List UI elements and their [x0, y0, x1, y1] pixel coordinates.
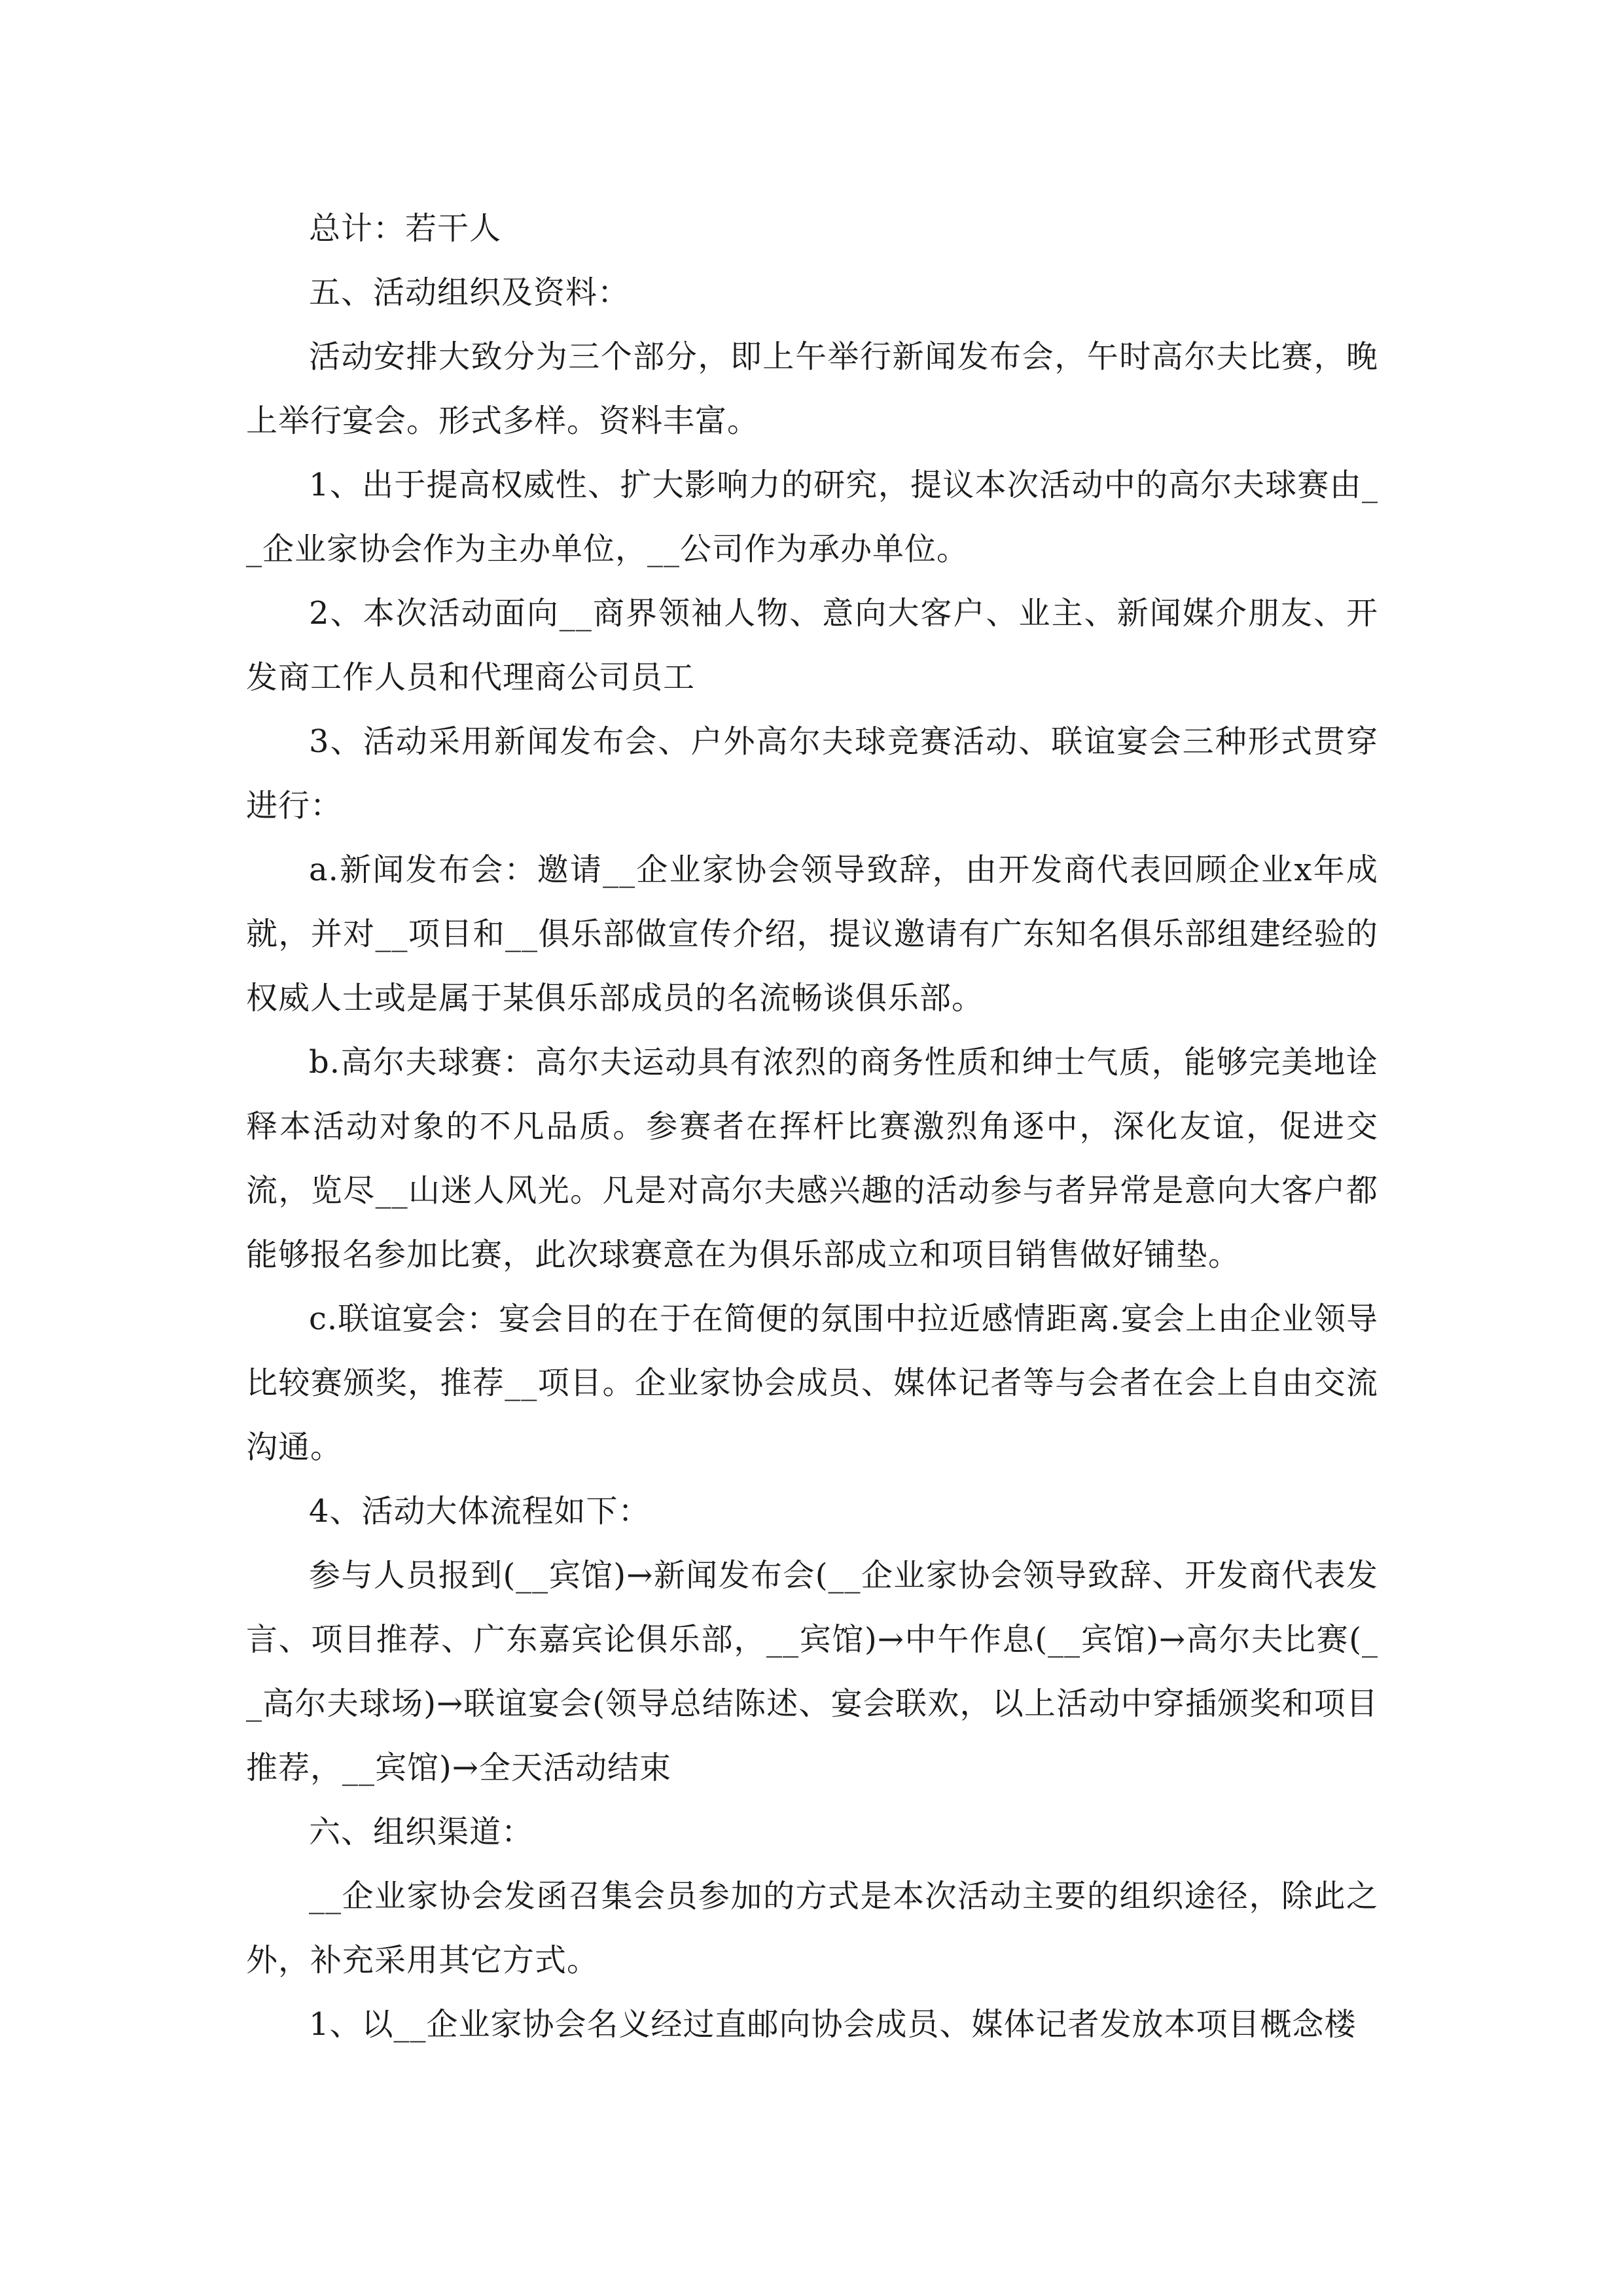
- paragraph-item-1: 1、出于提高权威性、扩大影响力的研究，提议本次活动中的高尔夫球赛由__企业家协会作为主办单位，__公司作为承办单位。: [246, 467, 1378, 567]
- section-heading-6: 六、组织渠道：: [309, 1814, 534, 1850]
- paragraph-arrangement: 活动安排大致分为三个部分，即上午举行新闻发布会，午时高尔夫比赛，晚上举行宴会。形式多样。资料丰富。: [246, 338, 1378, 439]
- paragraph-item-a: a.新闻发布会：邀请__企业家协会领导致辞，由开发商代表回顾企业x年成就，并对__项目和__俱乐部做宣传介绍，提议邀请有广东知名俱乐部组建经验的权威人士或是属于某俱乐部成员的名流畅谈俱乐部。: [246, 852, 1378, 1016]
- section-heading-5: 五、活动组织及资料：: [309, 274, 630, 311]
- paragraph-channels: __企业家协会发函召集会员参加的方式是本次活动主要的组织途径，除此之外，补充采用其它方式。: [246, 1878, 1378, 1979]
- paragraph-item-3: 3、活动采用新闻发布会、户外高尔夫球竞赛活动、联谊宴会三种形式贯穿进行：: [246, 723, 1378, 824]
- paragraph-item-2: 2、本次活动面向__商界领袖人物、意向大客户、业主、新闻媒介朋友、开发商工作人员和代理商公司员工: [246, 595, 1378, 696]
- paragraph-item-b: b.高尔夫球赛：高尔夫运动具有浓烈的商务性质和绅士气质，能够完美地诠释本活动对象的不凡品质。参赛者在挥杆比赛激烈角逐中，深化友谊，促进交流，览尽__山迷人风光。凡是对高尔夫感兴趣的活动参与者异常是意向大客户都能够报名参加比赛，此次球赛意在为俱乐部成立和项目销售做好铺垫。: [246, 1044, 1378, 1273]
- paragraph-total: 总计：若干人: [309, 210, 502, 247]
- paragraph-item-c: c.联谊宴会：宴会目的在于在简便的氛围中拉近感情距离.宴会上由企业领导比较赛颁奖，推荐__项目。企业家协会成员、媒体记者等与会者在会上自由交流沟通。: [246, 1300, 1378, 1465]
- paragraph-item-4: 4、活动大体流程如下：: [309, 1493, 651, 1530]
- document-body: [246, 196, 1378, 2056]
- paragraph-flow: 参与人员报到(__宾馆)→新闻发布会(__企业家协会领导致辞、开发商代表发言、项目推荐、广东嘉宾论俱乐部，__宾馆)→中午作息(__宾馆)→高尔夫比赛(__高尔夫球场)→联谊宴会(领导总结陈述、宴会联欢，以上活动中穿插颁奖和项目推荐，__宾馆)→全天活动结束: [246, 1557, 1378, 1786]
- paragraph-channel-1: 1、以__企业家协会名义经过直邮向协会成员、媒体记者发放本项目概念楼: [309, 2006, 1357, 2043]
